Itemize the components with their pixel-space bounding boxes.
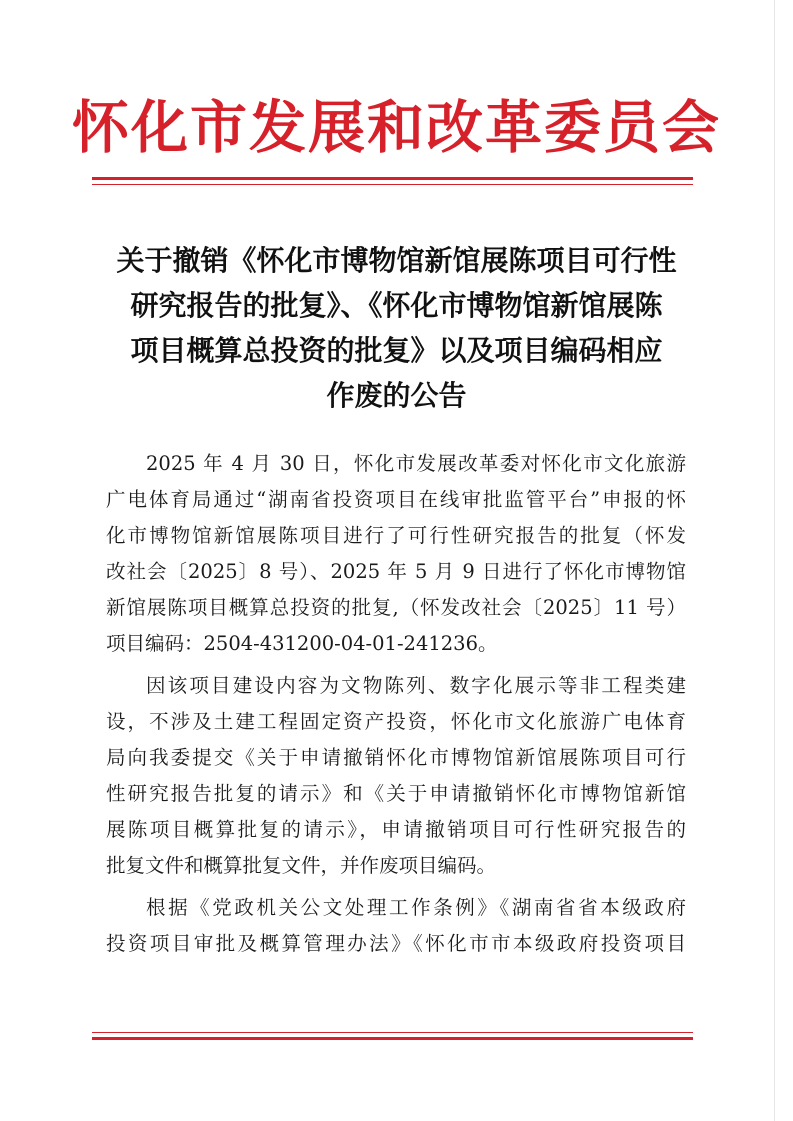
document-title xyxy=(100,238,693,418)
text-line: 化市博物馆新馆展陈项目进行了可行性研究报告的批复（怀发 xyxy=(106,524,686,547)
text-line: 新馆展陈项目概算总投资的批复,（怀发改社会〔2025〕11 号） xyxy=(106,596,686,619)
paragraph xyxy=(106,890,686,962)
text-line: 局向我委提交《关于申请撤销怀化市博物馆新馆展陈项目可行 xyxy=(106,746,686,769)
text-line: 项目编码：2504-431200-04-01-241236。 xyxy=(106,632,498,655)
paragraph xyxy=(106,668,686,884)
text-line: 因该项目建设内容为文物陈列、数字化展示等非工程类建 xyxy=(146,674,686,697)
org-header: 怀化市发展和改革委员会 xyxy=(72,95,721,161)
page-edge-line xyxy=(774,0,775,1121)
paragraph xyxy=(106,446,686,662)
text-line: 设，不涉及土建工程固定资产投资，怀化市文化旅游广电体育 xyxy=(106,710,686,733)
title-line: 研究报告的批复》、《怀化市博物馆新馆展陈 xyxy=(130,289,663,322)
footer-rule-thick xyxy=(92,1037,693,1040)
title-line: 项目概算总投资的批复》以及项目编码相应 xyxy=(130,334,663,367)
text-line: 投资项目审批及概算管理办法》《怀化市市本级政府投资项目 xyxy=(106,932,686,955)
text-line: 批复文件和概算批复文件，并作废项目编码。 xyxy=(106,854,497,877)
text-line: 广电体育局通过“湖南省投资项目在线审批监管平台”申报的怀 xyxy=(106,488,686,511)
text-line: 展陈项目概算批复的请示》，申请撤销项目可行性研究报告的 xyxy=(106,818,686,841)
text-line: 2025 年 4 月 30 日，怀化市发展改革委对怀化市文化旅游 xyxy=(146,452,686,475)
header-rule-thick xyxy=(92,177,693,180)
header-rule-thin xyxy=(92,184,693,185)
title-line: 关于撤销《怀化市博物馆新馆展陈项目可行性 xyxy=(116,244,677,277)
document-body xyxy=(106,446,686,968)
text-line: 根据《党政机关公文处理工作条例》《湖南省省本级政府 xyxy=(146,896,686,919)
title-line: 作废的公告 xyxy=(326,379,467,412)
footer-rule-thin xyxy=(92,1032,693,1033)
text-line: 改社会〔2025〕8 号）、2025 年 5 月 9 日进行了怀化市博物馆 xyxy=(106,560,686,583)
text-line: 性研究报告批复的请示》和《关于申请撤销怀化市博物馆新馆 xyxy=(106,782,686,805)
